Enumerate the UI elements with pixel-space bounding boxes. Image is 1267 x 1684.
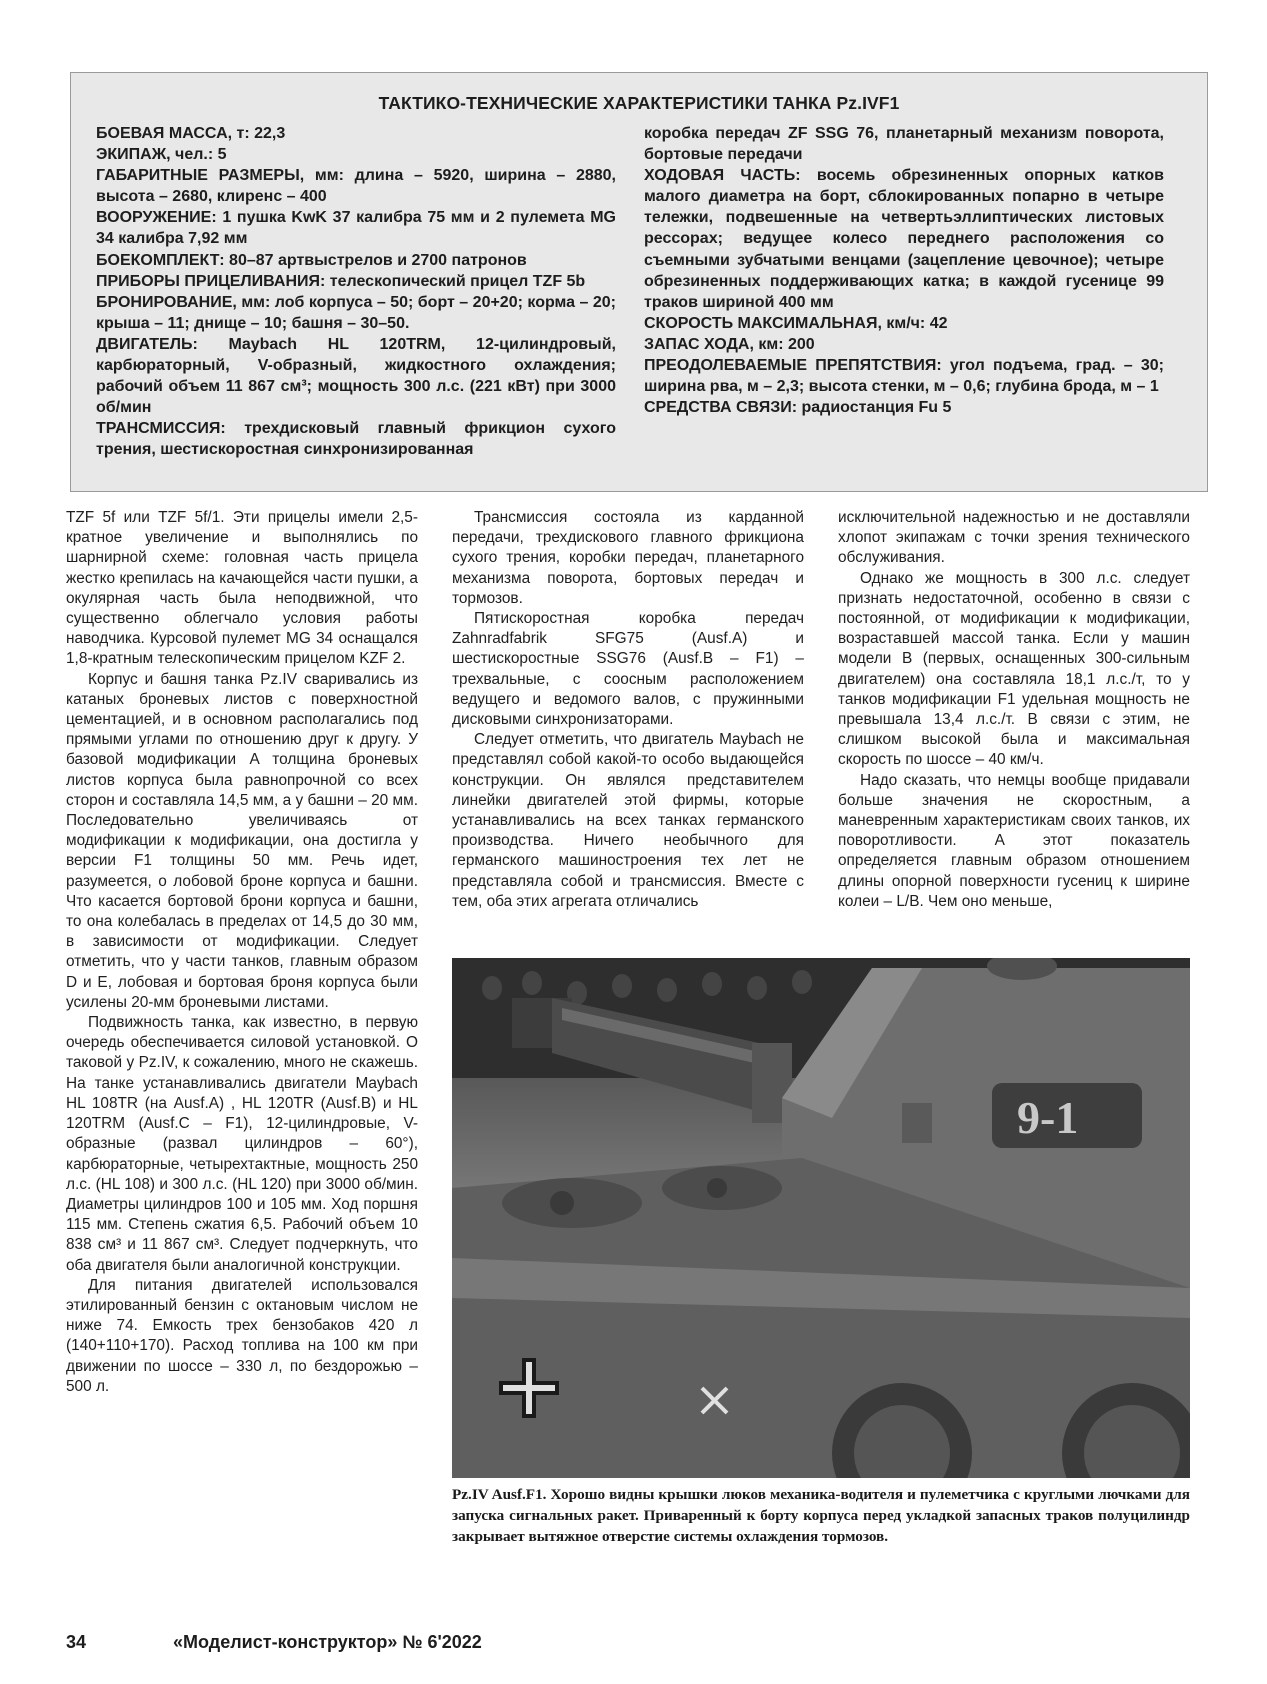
spec-title: ТАКТИКО-ТЕХНИЧЕСКИЕ ХАРАКТЕРИСТИКИ ТАНКА Pz.IVF1 bbox=[378, 93, 900, 113]
spec-item: ХОДОВАЯ ЧАСТЬ: восемь обрезиненных опорных катков малого диаметра на борт, сблокированных попарно в четыре тележки, подвешенные на четвертьэллиптических листовых рессорах; ведущее колесо переднего расположения со съемными зубчатыми венцами (зацепление цевочное); четыре обрезиненных поддерживающих катка; в каждой гусенице 99 траков шириной 400 мм bbox=[644, 167, 1165, 311]
tactical-number: 9-1 bbox=[1017, 1092, 1079, 1143]
spec-item: ЗАПАС ХОДА, км: 200 bbox=[644, 335, 815, 353]
paragraph: Корпус и башня танка Pz.IV сваривались из катаных броневых листов с поверхностной цементацией, и в основном располагались под прямыми углами по отношению друг к другу. У базовой модификации A толщина броневых листов корпуса была равнопрочной со всех сторон и составляла 14,5 мм, а у башни – 20 мм. Последовательно увеличиваясь от модификации к модификации, она достигла у версии F1 толщины 50 мм. Речь идет, разумеется, о лобовой броне корпуса и башни. Что касается бортовой брони корпуса и башни, то она колебалась в пределах от 14,5 до 30 мм, в зависимости от модификации. Следует отметить, что у части танков, главным образом D и E, лобовая и бортовая броня корпуса были усилены 20-мм броневыми листами. bbox=[66, 670, 418, 1011]
spec-item: СРЕДСТВА СВЯЗИ: радиостанция Fu 5 bbox=[644, 399, 952, 417]
spec-item: ПРИБОРЫ ПРИЦЕЛИВАНИЯ: телескопический прицел TZF 5b bbox=[96, 272, 586, 290]
paragraph: Трансмиссия состояла из карданной передачи, трехдискового главного фрикциона сухого трения, коробки передач, планетарного механизма поворота, бортовых передач и тормозов. bbox=[452, 509, 804, 607]
magazine-title: «Моделист-конструктор» № 6'2022 bbox=[173, 1632, 482, 1652]
spec-item: ТРАНСМИССИЯ: трехдисковый главный фрикцион сухого трения, шестискоростная синхронизированная bbox=[96, 420, 616, 459]
spec-item: ЭКИПАЖ, чел.: 5 bbox=[96, 146, 227, 164]
spec-item: БРОНИРОВАНИЕ, мм: лоб корпуса – 50; борт – 20+20; корма – 20; крыша – 11; днище – 10; башня – 30–50. bbox=[96, 293, 617, 332]
paragraph: TZF 5f или TZF 5f/1. Эти прицелы имели 2,5-кратное увеличение и выполнялись по шарнирной схеме: головная часть прицела жестко крепилась на качающейся части пушки, а окулярная часть была неподвижной, что существенно облегчало условия работы наводчика. Курсовой пулемет MG 34 оснащался 1,8-кратным телескопическим прицелом KZF 2. bbox=[66, 509, 418, 668]
spec-item: БОЕКОМПЛЕКТ: 80–87 артвыстрелов и 2700 патронов bbox=[96, 251, 527, 269]
spec-item: ГАБАРИТНЫЕ РАЗМЕРЫ, мм: длина – 5920, ширина – 2880, высота – 2680, клиренс – 400 bbox=[96, 167, 616, 206]
text-column-3 bbox=[838, 508, 1190, 912]
spec-item: БОЕВАЯ МАССА, т: 22,3 bbox=[96, 125, 286, 142]
paragraph: Для питания двигателей использовался этилированный бензин с октановым числом не ниже 74. Емкость трех бензобаков 420 л (140+110+170). Расход топлива на 100 км при движении по шоссе – 330 л, по бездорожью – 500 л. bbox=[66, 1276, 418, 1395]
spec-item: СКОРОСТЬ МАКСИМАЛЬНАЯ, км/ч: 42 bbox=[644, 314, 948, 332]
paragraph: Надо сказать, что немцы вообще придавали больше значения не скоростным, а маневренным характеристикам своих танков, их поворотливости. А этот показатель определяется главным образом отношением длины опорной поверхности гусениц к ширине колеи – L/B. Чем оно меньше, bbox=[838, 771, 1190, 910]
paragraph: Однако же мощность в 300 л.с. следует признать недостаточной, особенно в связи с постоянной, от модификации к модификации, возраставшей массой танка. Если у машин модели B (первых, оснащенных 300-сильным двигателем) она составляла 18,1 л.с./т, то у танков модификации F1 удельная мощность не превышала 13,4 л.с./т. В связи с этим, не слишком высокой была и максимальная скорость по шоссе – 40 км/ч. bbox=[838, 569, 1190, 769]
spec-box bbox=[70, 72, 1208, 492]
page-footer bbox=[66, 1632, 482, 1653]
paragraph: исключительной надежностью и не доставляли хлопот экипажам с точки зрения технического обслуживания. bbox=[838, 509, 1190, 567]
spec-item: коробка передач ZF SSG 76, планетарный механизм поворота, бортовые передачи bbox=[644, 125, 1164, 164]
text-column-1 bbox=[66, 508, 418, 1397]
tank-illustration bbox=[452, 958, 1190, 1478]
paragraph: Пятискоростная коробка передач Zahnradfabrik SFG75 (Ausf.A) и шестискоростные SSG76 (Ausf.B – F1) – трехвальные, с соосным расположением ведущего и ведомого валов, с пружинными дисковыми синхронизаторами. bbox=[452, 610, 804, 729]
spec-item: ДВИГАТЕЛЬ: Maybach HL 120TRM, 12-цилиндровый, карбюраторный, V-образный, жидкостного охлаждения; рабочий объем 11 867 см³; мощность 300 л.с. (221 кВт) при 3000 об/мин bbox=[96, 335, 616, 417]
text-column-2 bbox=[452, 508, 804, 912]
page-number: 34 bbox=[66, 1632, 87, 1652]
spec-column-left bbox=[96, 123, 616, 461]
photo-caption: Pz.IV Ausf.F1. Хорошо видны крышки люков механика-водителя и пулеметчика с круглыми лючками для запуска сигнальных ракет. Приваренный к борту корпуса перед укладкой запасных траков полуцилиндр закрывает вытяжное отверстие системы охлаждения тормозов. bbox=[452, 1486, 1190, 1545]
tank-photo bbox=[452, 958, 1190, 1478]
paragraph: Следует отметить, что двигатель Maybach не представлял собой какой-то особо выдающейся конструкции. Он являлся представителем линейки двигателей этой фирмы, которые устанавливались на всех танках германского производства. Ничего необычного для германского машиностроения тех лет не представляла собой и трансмиссия. Вместе с тем, оба этих агрегата отличались bbox=[452, 731, 804, 910]
paragraph: Подвижность танка, как известно, в первую очередь обеспечивается силовой установкой. О таковой у Pz.IV, к сожалению, много не скажешь. На танке устанавливались двигатели Maybach HL 108TR (на Ausf.A) , HL 120TR (Ausf.B) и HL 120TRM (Ausf.C – F1), 12-цилиндровые, V-образные (развал цилиндров – 60°), карбюраторные, четырехтактные, мощность 250 л.с. (HL 108) и 300 л.с. (HL 120) при 3000 об/мин. Диаметры цилиндров 100 и 105 мм. Ход поршня 115 мм. Степень сжатия 6,5. Рабочий объем 10 838 см³ и 11 867 см³. Следует подчеркнуть, что оба двигателя были аналогичной конструкции. bbox=[66, 1014, 418, 1274]
spec-column-right bbox=[644, 123, 1164, 418]
spec-item: ПРЕОДОЛЕВАЕМЫЕ ПРЕПЯТСТВИЯ: угол подъема, град. – 30; ширина рва, м – 2,3; высота стенки, м – 0,6; глубина брода, м – 1 bbox=[644, 357, 1164, 396]
spec-item: ВООРУЖЕНИЕ: 1 пушка KwK 37 калибра 75 мм и 2 пулемета MG 34 калибра 7,92 мм bbox=[96, 209, 616, 248]
